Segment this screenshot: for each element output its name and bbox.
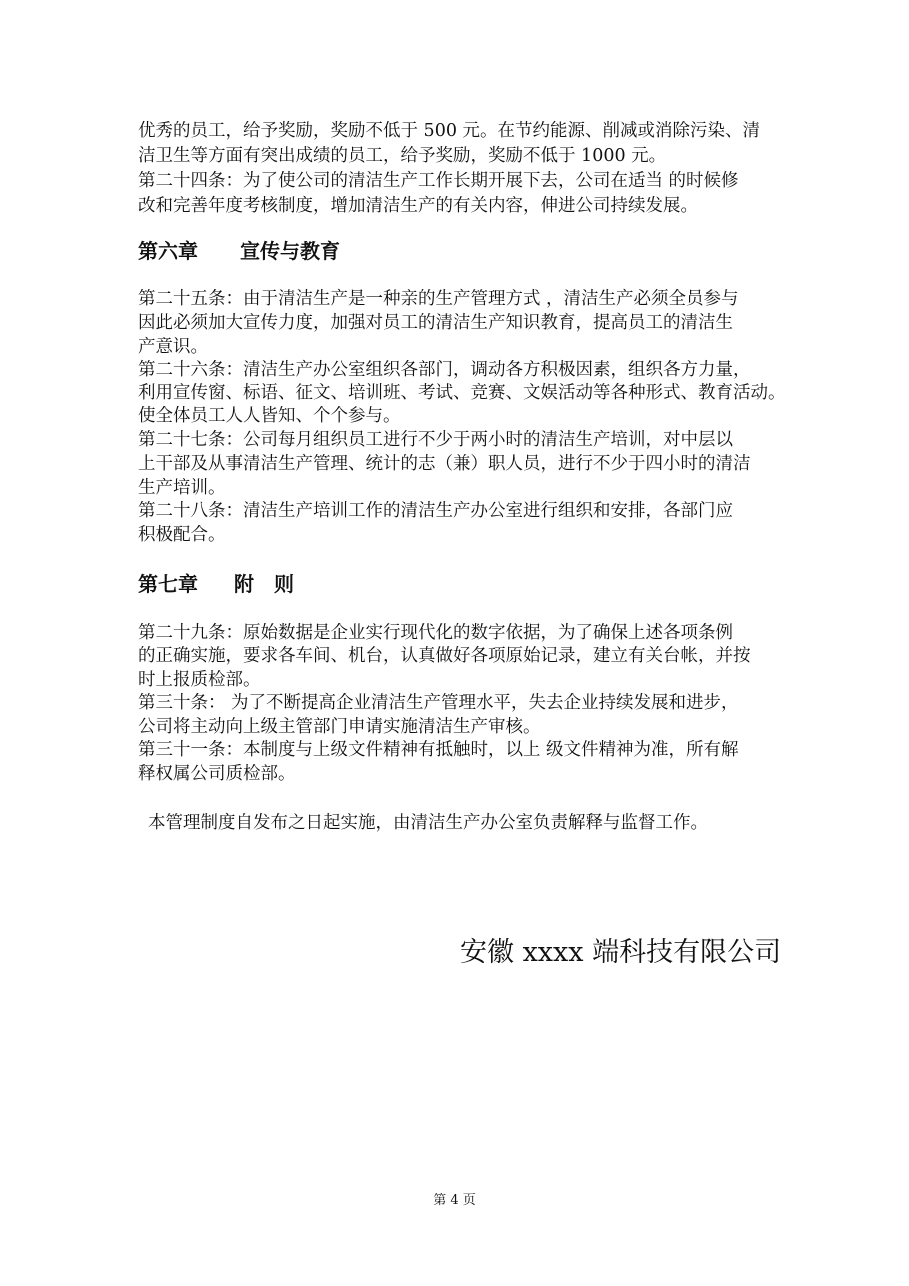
chapter-heading bbox=[138, 571, 294, 597]
paragraph-line: 第二十五条：由于清洁生产是一种亲的生产管理方式 ，清洁生产必须全员参与 bbox=[138, 289, 739, 309]
paragraph-line: 时上报质检部。 bbox=[138, 670, 261, 690]
paragraph-line: 第二十八条：清洁生产培训工作的清洁生产办公室进行组织和安排，各部门应 bbox=[138, 501, 733, 521]
company-name: 安徽 xxxx 端科技有限公司 bbox=[460, 937, 782, 968]
paragraph-line: 第二十六条：清洁生产办公室组织各部门，调动各方积极因素，组织各方力量， bbox=[138, 360, 751, 380]
paragraph-line: 生产培训。 bbox=[138, 478, 226, 498]
paragraph-line: 优秀的员工，给予奖励，奖励不低于 500 元。在节约能源、削减或消除污染、清 bbox=[138, 121, 761, 141]
chapter-number: 第六章 bbox=[138, 239, 198, 263]
paragraph-line: 改和完善年度考核制度，增加清洁生产的有关内容，伸进公司持续发展。 bbox=[138, 196, 698, 216]
chapter-heading bbox=[138, 238, 340, 264]
paragraph-line: 公司将主动向上级主管部门申请实施清洁生产审核。 bbox=[138, 717, 541, 737]
closing-statement: 本管理制度自发布之日起实施，由清洁生产办公室负责解释与监督工作。 bbox=[148, 813, 708, 833]
paragraph-line: 上干部及从事清洁生产管理、统计的志（兼）职人员，进行不少于四小时的清洁 bbox=[138, 454, 751, 474]
paragraph-line: 使全体员工人人皆知、个个参与。 bbox=[138, 406, 401, 426]
paragraph-line: 第三十一条：本制度与上级文件精神有抵触时，以上 级文件精神为准，所有解 bbox=[138, 740, 739, 760]
paragraph-line: 第三十条： 为了不断提高企业清洁生产管理水平，失去企业持续发展和进步， bbox=[138, 693, 739, 713]
page-number: 第 4 页 bbox=[433, 1193, 476, 1208]
paragraph-line: 因此必须加大宣传力度，加强对员工的清洁生产知识教育，提高员工的清洁生 bbox=[138, 313, 733, 333]
paragraph-line: 释权属公司质检部。 bbox=[138, 764, 296, 784]
paragraph-line: 第二十九条：原始数据是企业实行现代化的数字依据，为了确保上述各项条例 bbox=[138, 623, 733, 643]
paragraph-line: 第二十七条：公司每月组织员工进行不少于两小时的清洁生产培训，对中层以 bbox=[138, 430, 733, 450]
paragraph-line: 的正确实施，要求各车间、机台，认真做好各项原始记录，建立有关台帐，并按 bbox=[138, 646, 751, 666]
chapter-number: 第七章 bbox=[138, 572, 198, 596]
paragraph-line: 产意识。 bbox=[138, 337, 208, 357]
paragraph-line: 积极配合。 bbox=[138, 525, 226, 545]
chapter-title: 宣传与教育 bbox=[240, 239, 340, 263]
chapter-title: 附 则 bbox=[234, 572, 294, 596]
paragraph-line: 利用宣传窗、标语、征文、培训班、考试、竞赛、文娱活动等各种形式、教育活动。 bbox=[138, 383, 786, 403]
paragraph-line: 第二十四条：为了使公司的清洁生产工作长期开展下去，公司在适当 的时候修 bbox=[138, 171, 739, 191]
paragraph-line: 洁卫生等方面有突出成绩的员工，给予奖励，奖励不低于 1000 元。 bbox=[138, 146, 667, 166]
